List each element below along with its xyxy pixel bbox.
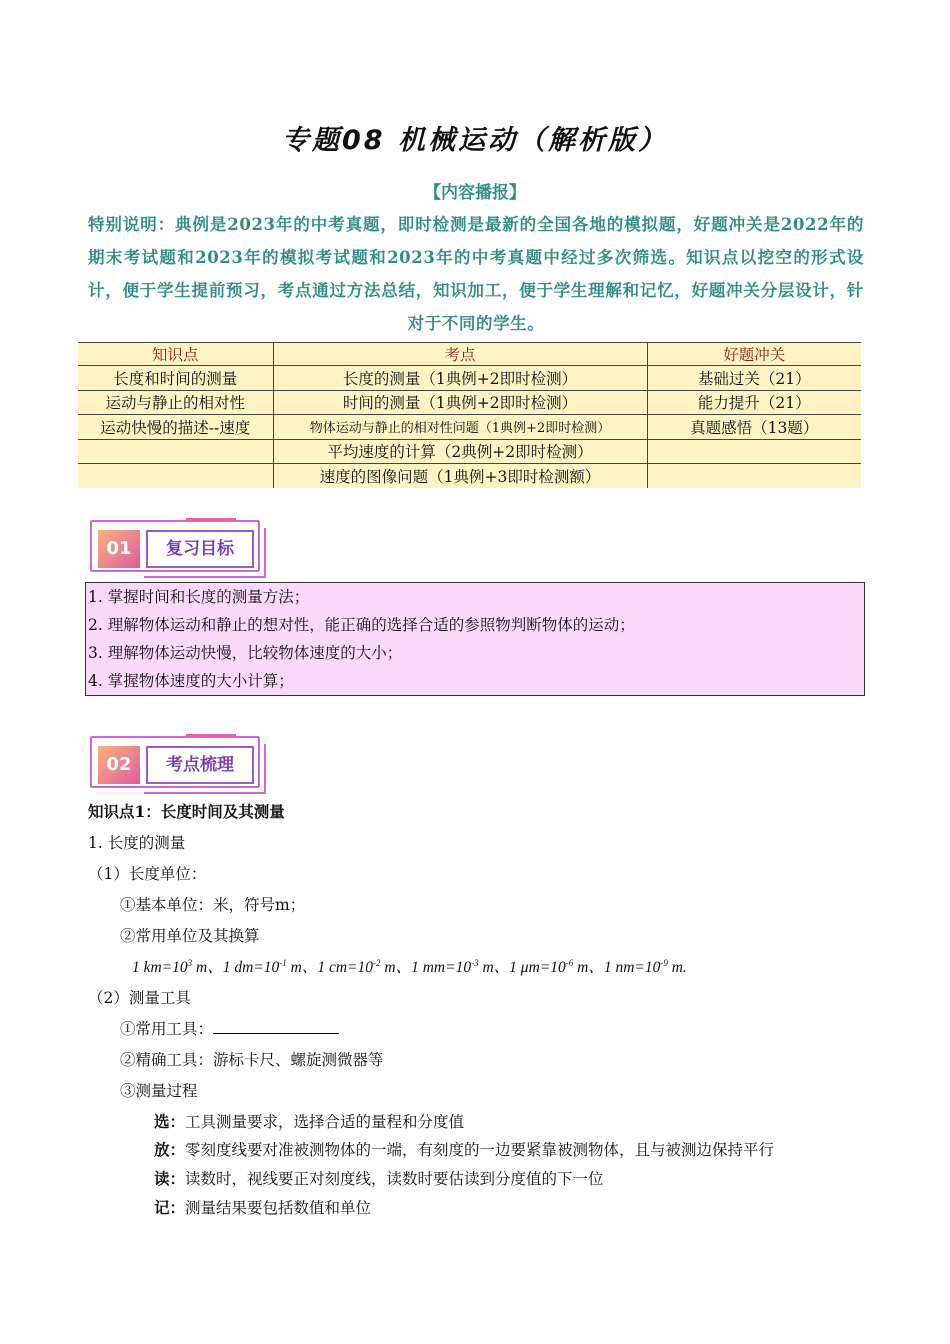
process-step: 记：测量结果要包括数值和单位 — [154, 1198, 372, 1217]
table-row — [78, 390, 861, 415]
common-tool: ①常用工具： — [120, 1017, 339, 1039]
common-units: ②常用单位及其换算 — [120, 927, 260, 945]
table-cell: 长度的测量（1典例+2即时检测） — [273, 366, 647, 391]
table-cell — [78, 464, 273, 488]
badge-accent — [186, 734, 236, 738]
intro-heading: 【内容播报】 — [424, 183, 526, 203]
section-label: 复习目标 — [146, 530, 254, 568]
unit-conversion-formula: 1 $km=10^3$ m、1 $dm=10^{-1}$ m、1 $cm=10^{-2}$ m、1 $mm=10^{-3}$ m、1 $\mu m=10^{-6}$ m、1 $nm=10^{-9}$ m. — [132, 957, 687, 976]
intro-text: 特别说明：典例是2023年的中考真题，即时检测是最新的全国各地的模拟题，好题冲关是2022年的期末考试题和2023年的模拟考试题和2023年的中考真题中经过多次筛选。知识点以挖空的形式设计，便于学生提前预习，考点通过方法总结，知识加工，便于学生理解和记忆，好题冲关分层设计，针对于不同的学生。 — [88, 215, 864, 333]
section-number: 02 — [98, 746, 140, 784]
table-cell: 物体运动与静止的相对性问题（1典例+2即时检测） — [273, 415, 647, 440]
process-step: 选：工具测量要求，选择合适的量程和分度值 — [154, 1112, 465, 1131]
process-step: 放：零刻度线要对准被测物体的一端，有刻度的一边要紧靠被测物体，且与被测边保持平行 — [154, 1140, 775, 1159]
table-row — [78, 439, 861, 464]
goal-item: 4. 掌握物体速度的大小计算； — [88, 672, 294, 690]
table-row — [78, 464, 861, 488]
section-badge-key-points — [86, 736, 276, 796]
table-cell: 能力提升（21） — [647, 390, 861, 415]
table-header: 考点 — [273, 343, 647, 366]
table-header: 知识点 — [78, 343, 273, 366]
table-row — [78, 415, 861, 440]
badge-accent — [186, 518, 236, 522]
section-label: 考点梳理 — [146, 746, 254, 784]
table-cell: 真题感悟（13题） — [647, 415, 861, 440]
knowledge-heading: 知识点1：长度时间及其测量 — [88, 802, 285, 821]
table-header: 好题冲关 — [647, 343, 861, 366]
section-badge-review-goals — [86, 520, 276, 580]
unit-title: （1）长度单位： — [88, 865, 207, 883]
table-cell: 平均速度的计算（2典例+2即时检测） — [273, 439, 647, 464]
measurement-process: ③测量过程 — [120, 1082, 198, 1100]
table-cell: 基础过关（21） — [647, 366, 861, 391]
process-step: 读：读数时，视线要正对刻度线，读数时要估读到分度值的下一位 — [154, 1169, 604, 1188]
table-cell: 运动快慢的描述--速度 — [78, 415, 273, 440]
goal-item: 3. 理解物体运动快慢，比较物体速度的大小； — [88, 644, 403, 662]
table-cell — [78, 439, 273, 464]
document-title: 专题08 机械运动（解析版） — [282, 125, 668, 156]
table-cell — [647, 439, 861, 464]
subheading: 1. 长度的测量 — [88, 834, 186, 852]
section-number: 01 — [98, 530, 140, 568]
table-cell: 运动与静止的相对性 — [78, 390, 273, 415]
goal-item: 1. 掌握时间和长度的测量方法； — [88, 588, 310, 606]
table-header-row — [78, 343, 861, 366]
table-cell: 速度的图像问题（1典例+3即时检测额） — [273, 464, 647, 488]
table-row — [78, 366, 861, 391]
fill-in-blank[interactable] — [213, 1019, 339, 1034]
table-cell: 长度和时间的测量 — [78, 366, 273, 391]
precise-tool: ②精确工具：游标卡尺、螺旋测微器等 — [120, 1051, 384, 1069]
table-cell: 时间的测量（1典例+2即时检测） — [273, 390, 647, 415]
table-cell — [647, 464, 861, 488]
tools-title: （2）测量工具 — [88, 989, 191, 1007]
goal-item: 2. 理解物体运动和静止的想对性，能正确的选择合适的参照物判断物体的运动； — [88, 616, 635, 634]
base-unit: ①基本单位：米，符号m； — [120, 896, 306, 914]
overview-table — [78, 342, 861, 488]
review-goals-box — [85, 582, 865, 696]
